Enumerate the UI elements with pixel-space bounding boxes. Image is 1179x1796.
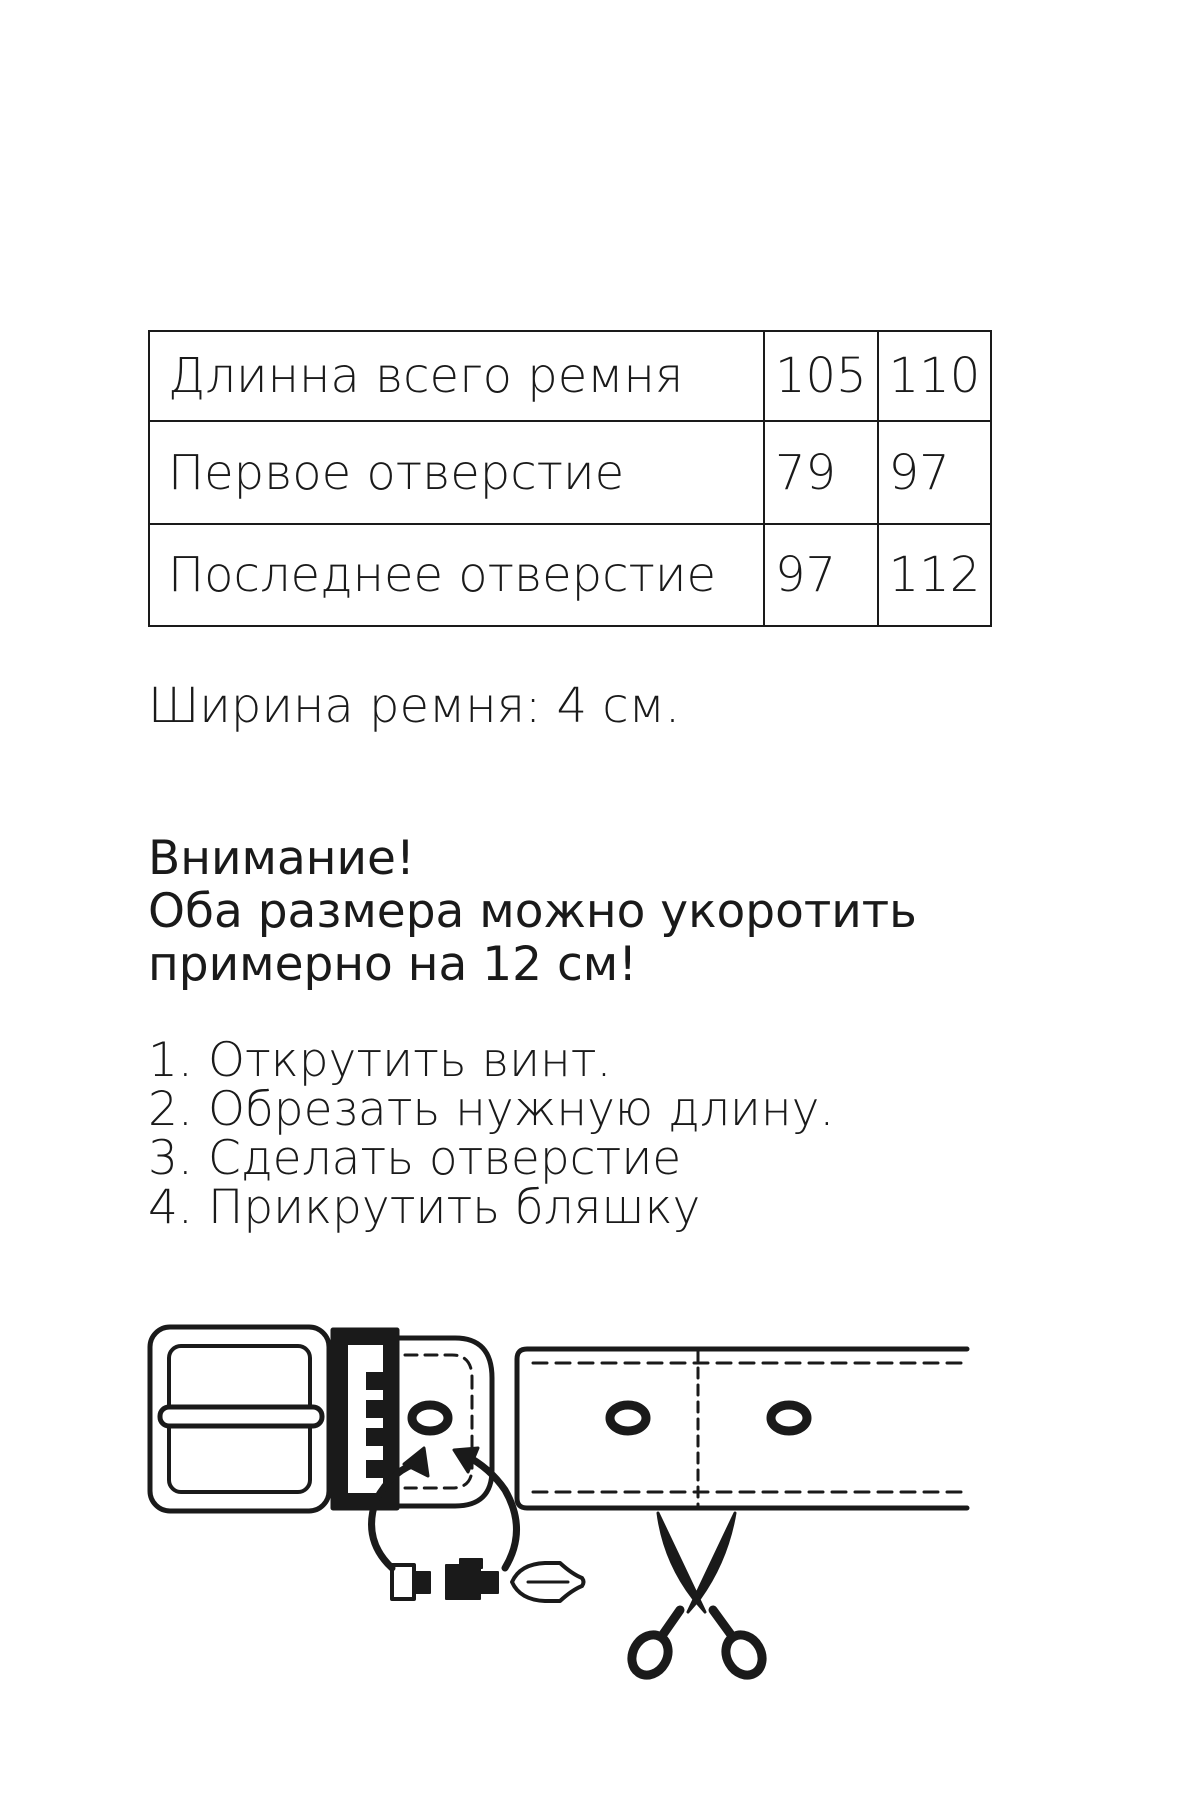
step-number: 2. — [148, 1082, 193, 1137]
step-item — [148, 1082, 835, 1137]
step-number: 4. — [148, 1180, 193, 1235]
step-item — [148, 1180, 834, 1235]
row-label: Длинна всего ремня — [149, 331, 764, 421]
belt-buckle-icon — [150, 1327, 329, 1511]
step-item — [148, 1033, 834, 1088]
warning-title: Внимание! — [148, 831, 415, 886]
step-number: 1. — [148, 1033, 193, 1088]
step-item — [148, 1131, 834, 1186]
step-text: Сделать отверстие — [208, 1131, 682, 1186]
step-text: Обрезать нужную длину. — [208, 1082, 835, 1137]
table-row — [149, 421, 991, 524]
size-105-value: 105 — [764, 331, 878, 421]
belt-diagram — [0, 1300, 1179, 1680]
belt-width-note: Ширина ремня: 4 см. — [148, 678, 681, 734]
step-text: Открутить винт. — [208, 1033, 612, 1088]
belt-hole-icon — [771, 1405, 807, 1431]
instruction-steps — [148, 1033, 835, 1235]
belt-strap-icon — [517, 1349, 967, 1508]
size-105-value: 79 — [764, 421, 878, 524]
size-110-value: 112 — [878, 524, 992, 626]
warning-text-line: Оба размера можно укоротить — [148, 884, 917, 939]
table-row — [149, 524, 991, 626]
size-110-value: 97 — [878, 421, 992, 524]
warning-block — [148, 832, 917, 991]
scissors-icon — [625, 1513, 769, 1680]
step-text: Прикрутить бляшку — [208, 1180, 701, 1235]
screw-icon — [392, 1559, 498, 1599]
row-label: Первое отверстие — [149, 421, 764, 524]
size-105-value: 97 — [764, 524, 878, 626]
belt-hole-icon — [412, 1405, 448, 1431]
belt-hole-icon — [610, 1405, 646, 1431]
step-number: 3. — [148, 1131, 193, 1186]
size-110-value: 110 — [878, 331, 992, 421]
table-row — [149, 331, 991, 421]
warning-text-line: примерно на 12 см! — [148, 937, 638, 992]
row-label: Последнее отверстие — [149, 524, 764, 626]
belt-strap-end-icon — [397, 1338, 492, 1506]
size-table — [148, 330, 992, 627]
screwdriver-icon — [512, 1563, 584, 1601]
